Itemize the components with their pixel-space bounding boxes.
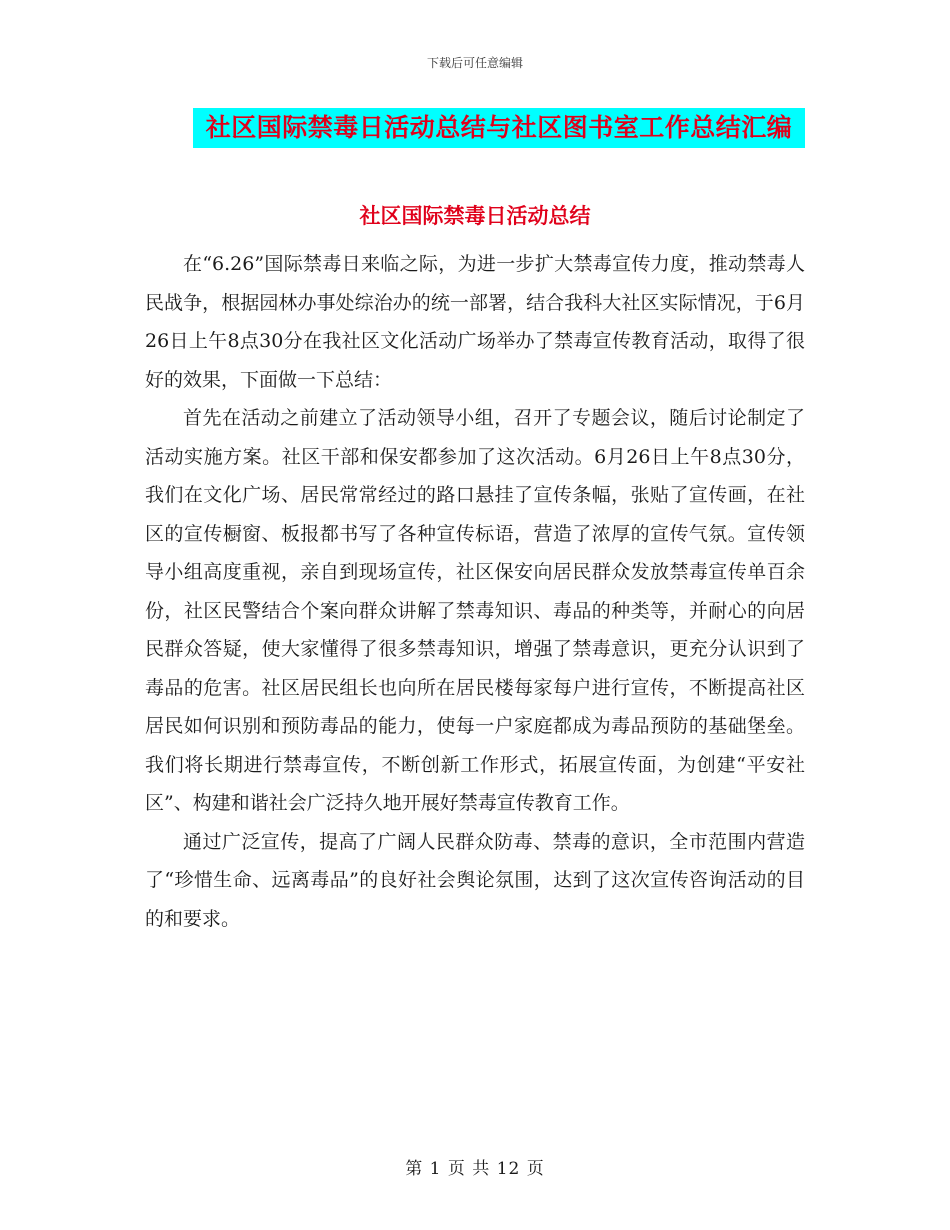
page-number-footer: 第 1 页 共 12 页 xyxy=(405,1159,545,1179)
page-header-note: 下载后可任意编辑 xyxy=(426,56,523,70)
paragraph-2: 首先在活动之前建立了活动领导小组，召开了专题会议，随后讨论制定了活动实施方案。社区干部和保安都参加了这次活动。6月26日上午8点30分，我们在文化广场、居民常常经过的路口悬挂了宣传条幅，张贴了宣传画，在社区的宣传橱窗、板报都书写了各种宣传标语，营造了浓厚的宣传气氛。宣传领导小组高度重视，亲自到现场宣传，社区保安向居民群众发放禁毒宣传单百余份，社区民警结合个案向群众讲解了禁毒知识、毒品的种类等，并耐心的向居民群众答疑，使大家懂得了很多禁毒知识，增强了禁毒意识，更充分认识到了毒品的危害。社区居民组长也向所在居民楼每家每户进行宣传，不断提高社区居民如何识别和预防毒品的能力，使每一户家庭都成为毒品预防的基础堡垒。我们将长期进行禁毒宣传，不断创新工作形式，拓展宣传面，为创建“平安社区”、构建和谐社会广泛持久地开展好禁毒宣传教育工作。 xyxy=(145,407,805,814)
paragraph-3: 通过广泛宣传，提高了广阔人民群众防毒、禁毒的意识，全市范围内营造了“珍惜生命、远离毒品”的良好社会舆论氛围，达到了这次宣传咨询活动的目的和要求。 xyxy=(145,830,805,930)
document-body xyxy=(145,245,805,938)
document-title: 社区国际禁毒日活动总结与社区图书室工作总结汇编 xyxy=(193,108,805,148)
section-title: 社区国际禁毒日活动总结 xyxy=(359,204,591,228)
paragraph-1: 在“6.26”国际禁毒日来临之际，为进一步扩大禁毒宣传力度，推动禁毒人民战争，根据园林办事处综治办的统一部署，结合我科大社区实际情况，于6月26日上午8点30分在我社区文化活动广场举办了禁毒宣传教育活动，取得了很好的效果，下面做一下总结： xyxy=(145,253,805,391)
